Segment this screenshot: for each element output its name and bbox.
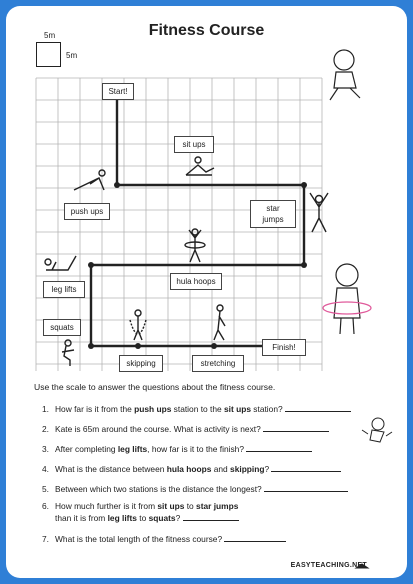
scale-top-label: 5m	[44, 31, 56, 40]
answer-line-5[interactable]	[264, 483, 348, 492]
cartoon-kid-icon	[362, 418, 392, 442]
question-6: 6. How much further is it from sit ups to star jumps than it is from leg lifts to squats?	[42, 501, 239, 523]
station-push-ups: push ups	[64, 203, 110, 220]
answer-line-4[interactable]	[271, 463, 341, 472]
question-1: 1. How far is it from the push ups station to the sit ups station?	[42, 403, 351, 415]
station-sit-ups: sit ups	[174, 136, 214, 153]
scale-side-label: 5m	[66, 51, 78, 60]
stretching-icon	[214, 305, 225, 340]
question-3: 3. After completing leg lifts, how far is it to the finish?	[42, 443, 312, 455]
squats-icon	[62, 340, 74, 366]
station-star-jumps: star jumps	[250, 200, 296, 228]
station-leg-lifts: leg lifts	[43, 281, 85, 298]
station-skipping: skipping	[119, 355, 163, 372]
station-stretching: stretching	[192, 355, 244, 372]
answer-line-6[interactable]	[183, 512, 239, 521]
answer-line-2[interactable]	[263, 423, 329, 432]
station-start: Start!	[102, 83, 134, 100]
girl-hula-hoop-icon	[323, 264, 371, 334]
boy-running-icon	[330, 50, 360, 100]
page-title: Fitness Course	[148, 22, 265, 39]
question-4: 4. What is the distance between hula hoops and skipping?	[42, 463, 341, 475]
leg-lifts-icon	[45, 256, 76, 270]
hula-hoops-icon	[185, 229, 205, 262]
push-ups-icon	[74, 170, 105, 190]
question-5: 5. Between which two stations is the distance the longest?	[42, 483, 348, 495]
station-finish: Finish!	[262, 339, 306, 356]
answer-line-1[interactable]	[285, 403, 351, 412]
footer-brand: EASYTEACHING.NET	[290, 562, 367, 569]
star-jumps-icon	[310, 193, 328, 232]
answer-line-3[interactable]	[246, 443, 312, 452]
instructions: Use the scale to answer the questions about the fitness course.	[34, 382, 276, 392]
skipping-icon	[130, 310, 146, 340]
station-hula-hoops: hula hoops	[170, 273, 222, 290]
answer-line-7[interactable]	[224, 533, 286, 542]
station-squats: squats	[43, 319, 81, 336]
question-2: 2. Kate is 65m around the course. What is activity is next?	[42, 423, 329, 435]
question-7: 7. What is the total length of the fitness course?	[42, 533, 286, 545]
